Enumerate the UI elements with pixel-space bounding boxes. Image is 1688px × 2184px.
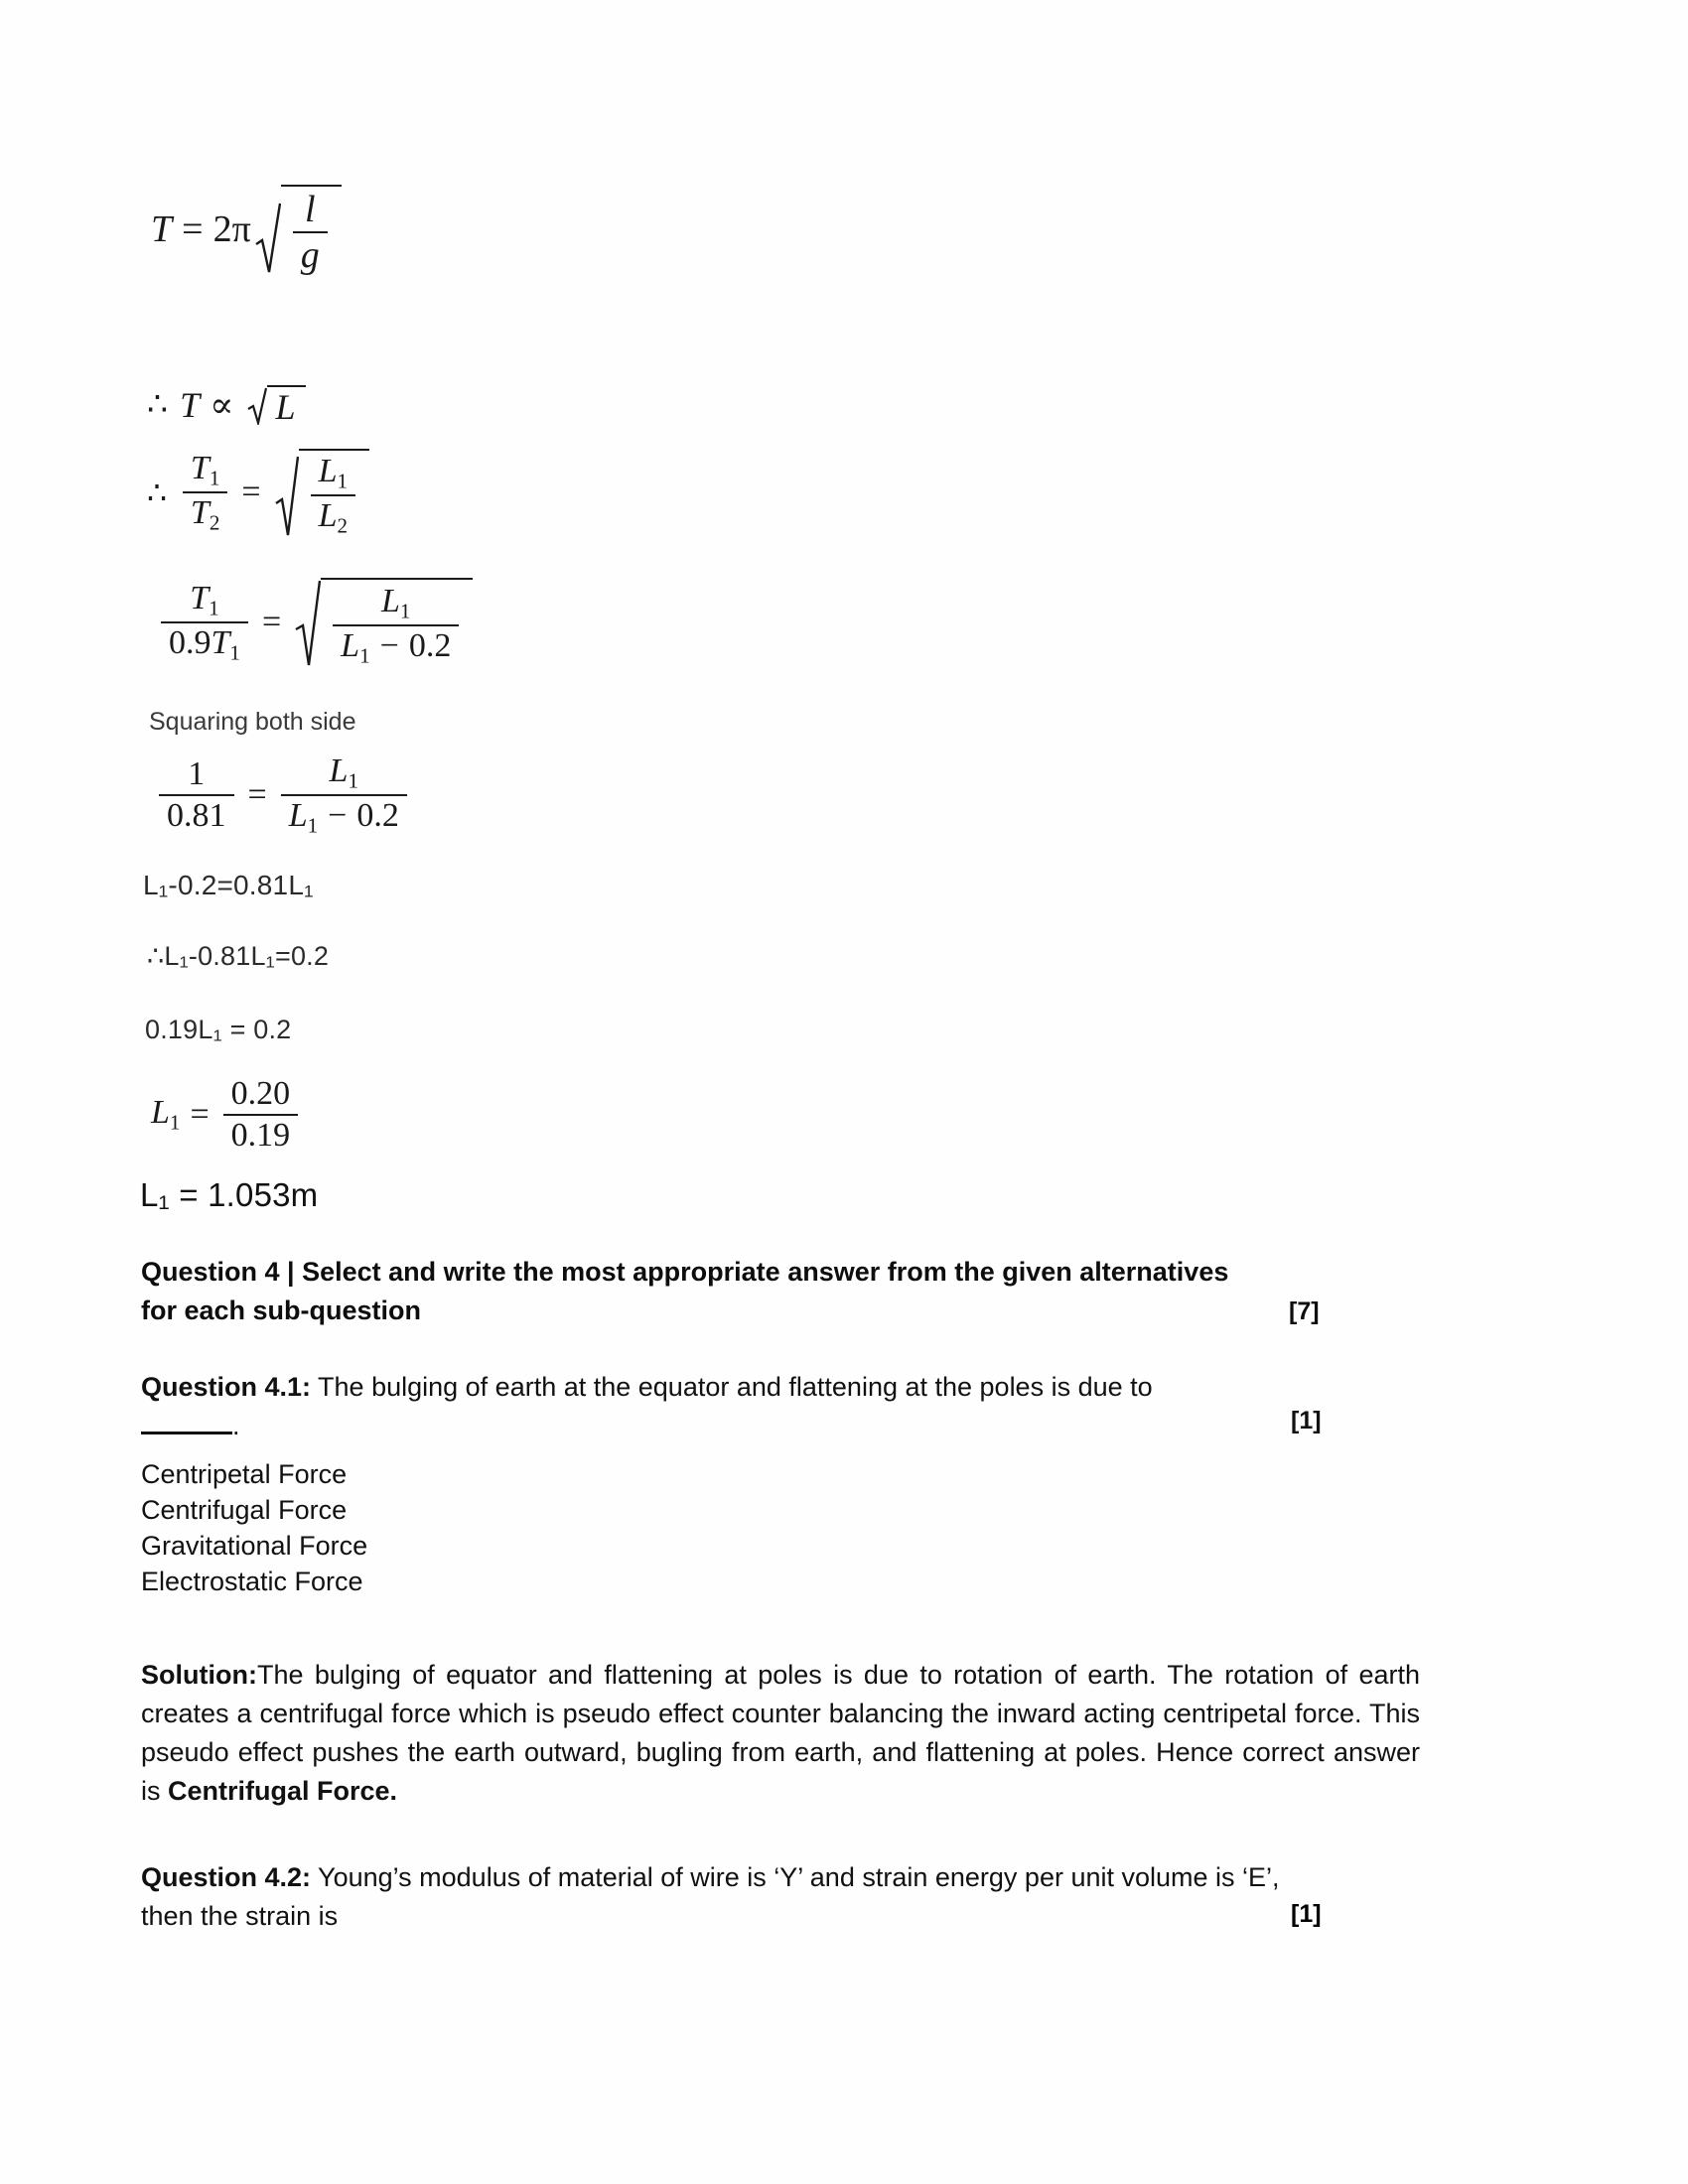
math-step-squared-equation: [155, 754, 411, 837]
subscript-1: 1: [337, 469, 349, 493]
coefficient-09: 0.9: [169, 624, 211, 661]
math-step-ratio-T1-T2: [147, 449, 369, 537]
denominator-L1-minus-02: [281, 794, 407, 836]
lhs-L1: [151, 1096, 180, 1133]
radical-svg: [295, 578, 321, 667]
numerator-020: 0.20: [230, 1075, 291, 1112]
denominator-09T1: [161, 621, 248, 663]
denominator-019: 0.19: [223, 1114, 299, 1153]
radical-svg: [255, 201, 281, 274]
question4-2-text: Young’s modulus of material of wire is ‘Y’ and strain energy per unit volume is ‘E’, then the strain is: [141, 1862, 1280, 1932]
fraction-T1-over-T2: [183, 452, 227, 534]
option-electrostatic-force[interactable]: Electrostatic Force: [141, 1566, 363, 1596]
numerator-L1: [322, 754, 366, 794]
constant-02: 0.2: [408, 627, 452, 664]
symbol-L: L: [288, 797, 308, 835]
solution-body: The bulging of equator and flattening at poles is due to rotation of earth. The rotation of earth creates a centrifugal force which is pseudo effect counter balancing the inward acting centripetal force. This pseudo effect pushes the earth outward, bugling from earth, and flattening at poles. Hence correct answer is: [141, 1660, 1420, 1807]
equals-sign: =: [190, 1096, 210, 1133]
symbol-L: L: [151, 1094, 170, 1132]
numerator-T1: [182, 579, 226, 621]
proportional-sign: ∝: [210, 385, 234, 425]
radical-glyph: [295, 578, 321, 667]
subscript-2: 2: [337, 513, 349, 538]
question4-heading-line2: for each sub-question: [141, 1296, 422, 1326]
radicand-group: [321, 578, 473, 667]
numerator-L1: [311, 455, 355, 494]
subscript-1: 1: [399, 598, 411, 622]
minus-sign: −: [379, 627, 399, 664]
question4-2-marks: [1]: [1291, 1900, 1322, 1928]
subscript-1: 1: [307, 813, 319, 838]
subscript-1: 1: [348, 768, 358, 793]
numerator-T1: [183, 452, 227, 491]
symbol-L: L: [341, 627, 360, 664]
radicand-group: [267, 385, 305, 425]
question4-1-prompt-line2: [141, 1407, 1417, 1445]
radical-glyph: [247, 385, 267, 425]
math-step-collected-terms: ∴L₁-0.81L₁=0.2: [147, 941, 330, 971]
symbol-L: L: [329, 752, 349, 789]
question4-1-block: [141, 1368, 1417, 1445]
radical-glyph: [255, 185, 281, 274]
symbol-L: L: [318, 453, 338, 489]
subscript-1: 1: [209, 595, 219, 619]
question4-1-period: .: [232, 1411, 240, 1441]
subscript-2: 2: [209, 510, 220, 535]
fraction-l-over-g: [293, 191, 328, 274]
square-root-icon: [275, 449, 369, 537]
denominator-L2: [311, 494, 355, 536]
question4-marks: [7]: [1289, 1297, 1320, 1326]
symbol-T: T: [180, 385, 201, 425]
solution-label: Solution:: [141, 1660, 257, 1690]
question4-1-text: The bulging of earth at the equator and flattening at the poles is due to: [318, 1372, 1153, 1402]
symbol-T: T: [190, 494, 210, 532]
math-step-simplified: 0.19L₁ = 0.2: [145, 1015, 292, 1044]
minus-sign: −: [328, 797, 348, 835]
symbol-T: T: [190, 450, 210, 486]
symbol-L: L: [318, 497, 338, 535]
equals-sign: =: [241, 474, 261, 511]
option-centrifugal-force[interactable]: Centrifugal Force: [141, 1494, 348, 1525]
question4-heading-line1: Question 4 | Select and write the most appropriate answer from the given alternatives: [141, 1257, 1229, 1287]
denominator-L1-minus-02: [333, 624, 459, 666]
fraction-T1-over-09T1: [161, 579, 248, 665]
question4-1-solution: [141, 1656, 1420, 1812]
math-step-final-answer: L₁ = 1.053m: [140, 1176, 319, 1213]
note-squaring-both-side: Squaring both side: [149, 708, 356, 736]
equals-sign: =: [182, 208, 204, 250]
subscript-1: 1: [229, 640, 240, 665]
math-step-proportionality: [147, 385, 306, 425]
subscript-1: 1: [169, 1110, 181, 1135]
square-root-icon: [255, 185, 342, 274]
radicand-group: [299, 449, 369, 537]
symbol-T: T: [211, 624, 230, 661]
math-step-period-formula: [151, 185, 342, 274]
math-step-substituted-ratio: [157, 578, 473, 667]
fraction-L1-over-L1minus02: [333, 582, 459, 668]
question4-heading-line2-row: [141, 1292, 1412, 1330]
coefficient-2pi: 2π: [212, 208, 251, 250]
radicand-group: [281, 185, 342, 274]
fraction-L1-over-L1minus02: [281, 754, 407, 837]
symbol-L: L: [275, 387, 296, 427]
therefore-symbol: ∴: [147, 475, 167, 510]
equals-sign: =: [247, 776, 267, 814]
symbol-T: T: [190, 579, 210, 616]
denominator-081: 0.81: [159, 794, 234, 833]
radical-svg: [275, 454, 299, 537]
question4-2-label: Question 4.2:: [141, 1862, 312, 1892]
question4-1-marks: [1]: [1291, 1407, 1322, 1435]
numerator-1: 1: [188, 755, 206, 793]
therefore-symbol: ∴: [147, 386, 169, 424]
question4-heading: [141, 1253, 1412, 1330]
option-gravitational-force[interactable]: Gravitational Force: [141, 1530, 368, 1561]
answer-blank-rule: [141, 1413, 232, 1434]
constant-02: 0.2: [356, 797, 399, 835]
subscript-1: 1: [209, 466, 220, 490]
fraction-L1-over-L2: [311, 455, 355, 537]
solution-answer-bold: Centrifugal Force.: [168, 1776, 398, 1807]
radical-svg: [247, 385, 267, 425]
question4-1-label: Question 4.1:: [141, 1372, 312, 1402]
symbol-T: T: [151, 208, 173, 250]
option-centripetal-force[interactable]: Centripetal Force: [141, 1459, 348, 1489]
numerator-L1: [373, 582, 418, 624]
equals-sign: =: [261, 604, 282, 640]
denominator-g: g: [293, 231, 328, 274]
question4-2-block: [141, 1858, 1293, 1936]
symbol-L: L: [381, 582, 400, 619]
denominator-T2: [183, 491, 227, 533]
question4-1-prompt-line1: [141, 1368, 1417, 1407]
fraction-1-over-081: [159, 757, 234, 833]
numerator-l: l: [304, 189, 316, 230]
fraction-020-over-019: [223, 1077, 299, 1153]
square-root-icon: [247, 385, 305, 425]
math-step-solve-fraction: [151, 1077, 302, 1153]
square-root-icon: [295, 578, 473, 667]
math-step-cross-multiplied: L₁-0.2=0.81L₁: [143, 870, 314, 900]
radical-glyph: [275, 449, 299, 537]
question4-1-options: [141, 1457, 367, 1600]
subscript-1: 1: [359, 643, 370, 668]
